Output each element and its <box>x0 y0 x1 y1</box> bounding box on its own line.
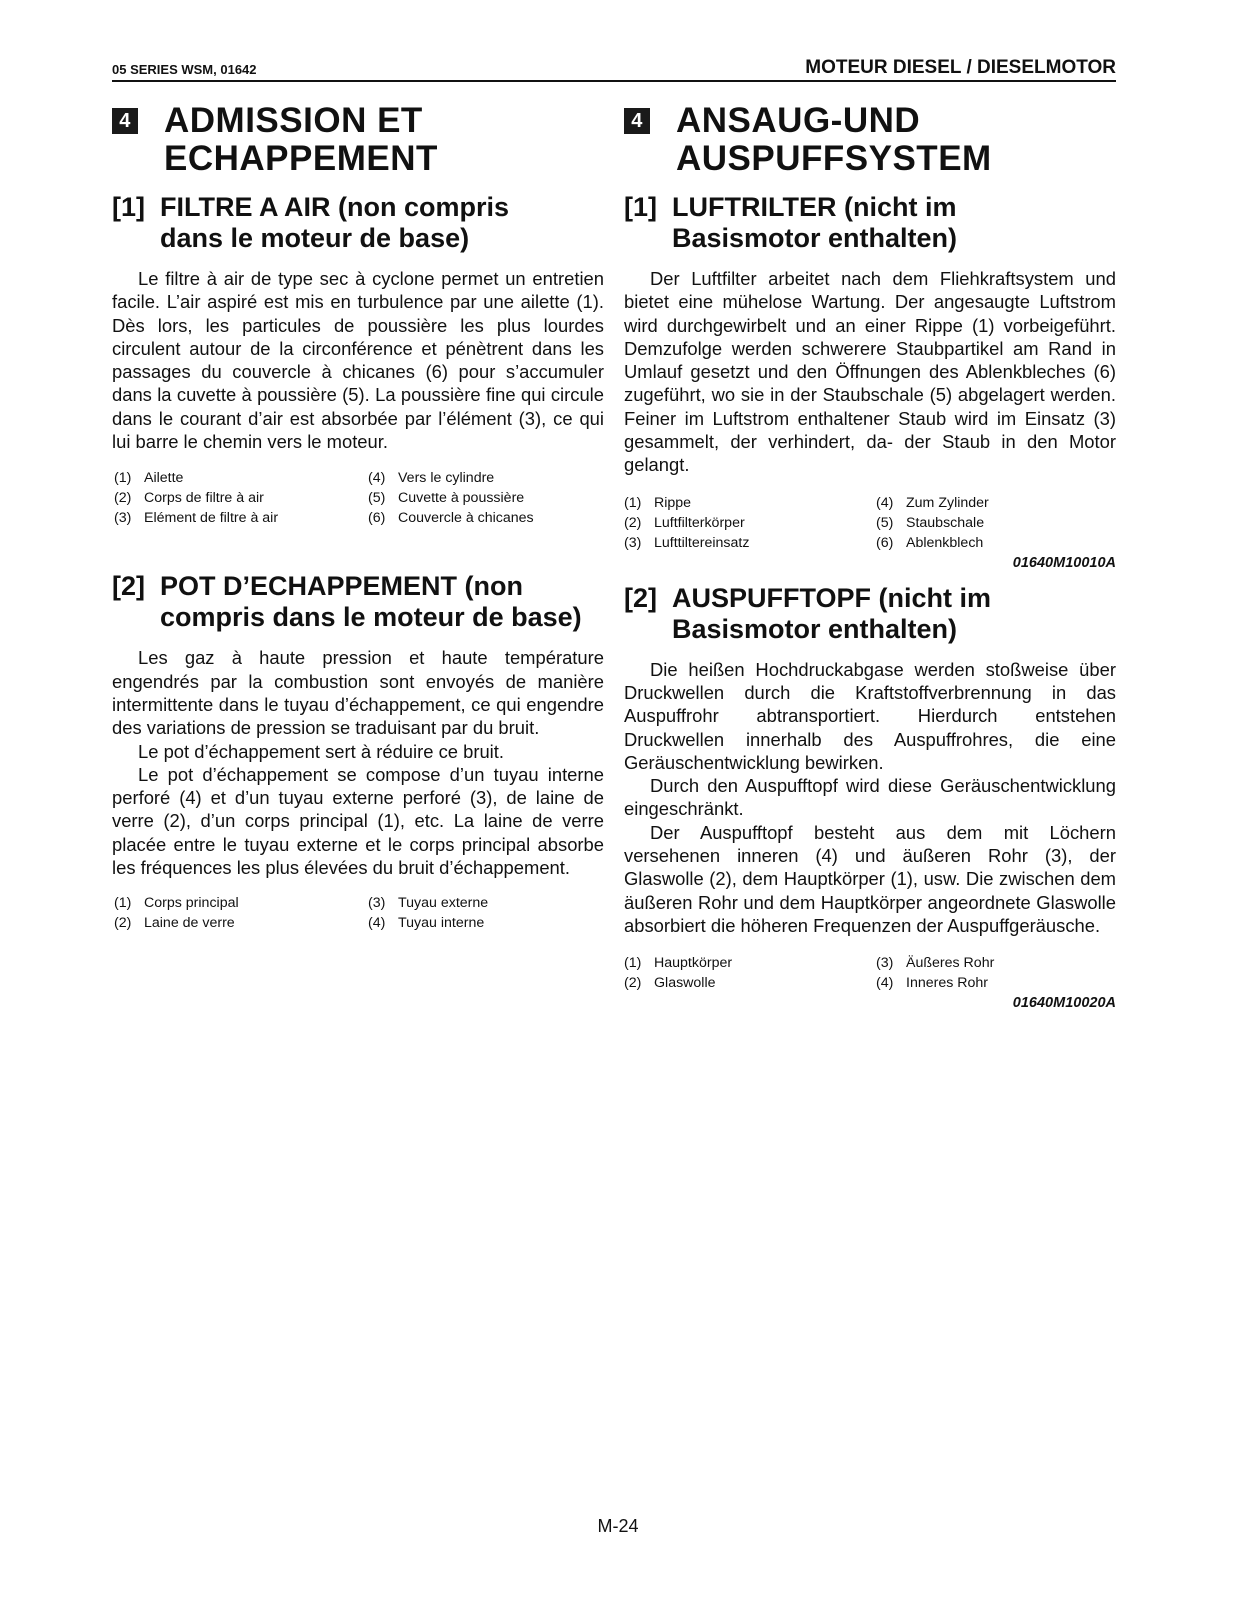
legend-item: (3) Elément de filtre à air <box>114 510 279 527</box>
chapter-title-line: ANSAUG-UND <box>676 101 921 140</box>
legend-item: (6) Couvercle à chicanes <box>368 510 534 527</box>
legend-item: (1) Ailette <box>114 470 184 487</box>
legend-item: (2) Luftfilterkörper <box>624 514 745 531</box>
paragraph: Der Auspufftopf besteht aus dem mit Löchern versehenen inneren (4) und äußeren Rohr (3), der Glaswolle (2), dem Hauptkörper (1), usw. Die zwischen dem äußeren Rohr und dem Hauptkörper angeordnete Glaswolle absorbiert die höheren Frequenzen der Auspuffgeräusche. <box>624 821 1116 936</box>
legend-item: (5) Cuvette à poussière <box>368 490 525 507</box>
section-heading-line: AUSPUFFTOPF (nicht im <box>672 582 992 613</box>
legend-item: (2) Corps de filtre à air <box>114 490 264 507</box>
legend-item: (4) Zum Zylinder <box>876 494 989 511</box>
reference-code: 01640M10020A <box>1012 995 1116 1012</box>
section-number: [1] <box>624 192 657 222</box>
legend-item: (2) Glaswolle <box>624 975 716 992</box>
paragraph: Le pot d’échappement se compose d’un tuyau interne perforé (4) et d’un tuyau externe perforé (3), de laine de verre (2), d’un corps principal (1), etc. La laine de verre placée entre le tuyau externe et le corps principal absorbe les fréquences les plus élevées du bruit d’échappement. <box>112 763 604 879</box>
section-number: [2] <box>112 571 145 602</box>
chapter-title-line: AUSPUFFSYSTEM <box>676 139 992 178</box>
legend-air-filter-fr <box>112 468 604 530</box>
page-header <box>112 56 1116 82</box>
section-heading-air-filter-fr <box>112 192 604 254</box>
legend-item: (5) Staubschale <box>876 514 985 531</box>
chapter-number-badge: 4 <box>624 108 650 134</box>
german-column <box>624 102 1116 1011</box>
chapter-title-line: ADMISSION ET <box>164 101 423 140</box>
paragraph: Durch den Auspufftopf wird diese Geräuschentwicklung eingeschränkt. <box>624 775 1116 820</box>
chapter-title-de <box>624 102 1116 178</box>
section-heading-line: LUFTRILTER (nicht im <box>672 192 957 222</box>
legend-item: (6) Ablenkblech <box>876 534 984 551</box>
section-heading-muffler-de <box>624 583 1116 645</box>
paragraph: Les gaz à haute pression et haute température engendrés par la combustion sont envoyés de manière intermittente dans le tuyau d’échappement, ce qui engendre des variations de pression se traduisant par du bruit. <box>112 647 604 739</box>
page-number: M-24 <box>597 1516 639 1536</box>
running-title: MOTEUR DIESEL / DIESELMOTOR <box>805 57 1116 78</box>
legend-item: (4) Tuyau interne <box>368 915 485 932</box>
legend-item: (1) Hauptkörper <box>624 955 733 972</box>
manual-reference: 05 SERIES WSM, 01642 <box>112 62 257 77</box>
legend-item: (3) Tuyau externe <box>368 895 489 912</box>
legend-item: (3) Äußeres Rohr <box>876 955 995 972</box>
paragraph: Le filtre à air de type sec à cyclone permet un entretien facile. L’air aspiré est mis en turbulence par une ailette (1). Dès lors, les particules de poussière les plus lourdes circulent autour de la circonférence et pénètrent dans les passages du couvercle à chicanes (6) pour s’accumuler dans la cuvette à poussière (5). La poussière fine qui circule dans le courant d’air est absorbée par l’élément (3), ce qui lui barre le chemin vers le moteur. <box>112 268 604 453</box>
section-heading-air-filter-de <box>624 192 1116 254</box>
section-heading-line: Basismotor enthalten) <box>672 613 958 644</box>
legend-muffler-fr <box>112 893 604 935</box>
section-heading-line: dans le moteur de base) <box>160 223 470 253</box>
section-heading-line: POT D’ECHAPPEMENT (non <box>160 571 523 602</box>
paragraph: Der Luftfilter arbeitet nach dem Fliehkraftsystem und bietet eine mühelose Wartung. Der angesaugte Luftstrom wird durchgewirbelt und an einer Rippe (1) vorbeigeführt. Demzufolge werden schwerere Staubpartikel am Rand in Umlauf gesetzt und den Öffnungen des Ablenkbleches (6) zugeführt, wo sie in der Staubschale (5) abgelagert werden. Feiner im Luftstrom enthaltener Staub wird im Einsatz (3) gesammelt, der verhindert, da- der Staub in den Motor gelangt. <box>624 268 1116 476</box>
legend-item: (2) Laine de verre <box>114 915 235 932</box>
paragraph: Die heißen Hochdruckabgase werden stoßweise über Druckwellen durch die Kraftstoffverbrennung in das Auspuffrohr abtransportiert. Hierdurch entstehen Druckwellen innerhalb des Auspuffrohres, die eine Geräuschentwicklung bewirken. <box>624 658 1116 773</box>
section-heading-line: Basismotor enthalten) <box>672 223 958 253</box>
section-number: [2] <box>624 582 657 613</box>
chapter-title-fr <box>112 102 604 178</box>
french-column <box>112 102 604 935</box>
legend-air-filter-de <box>624 493 1116 555</box>
legend-muffler-de <box>624 953 1116 995</box>
legend-item: (4) Vers le cylindre <box>368 470 495 487</box>
paragraph: Le pot d’échappement sert à réduire ce bruit. <box>138 740 504 762</box>
chapter-number-badge: 4 <box>112 108 138 134</box>
reference-code: 01640M10010A <box>1012 554 1116 571</box>
legend-item: (4) Inneres Rohr <box>876 975 989 992</box>
section-number: [1] <box>112 192 145 222</box>
section-heading-line: compris dans le moteur de base) <box>160 602 582 633</box>
chapter-title-line: ECHAPPEMENT <box>164 139 438 178</box>
legend-item: (1) Corps principal <box>114 895 239 912</box>
legend-item: (1) Rippe <box>624 494 692 511</box>
legend-item: (3) Lufttiltereinsatz <box>624 534 750 551</box>
section-heading-muffler-fr <box>112 571 604 633</box>
section-heading-line: FILTRE A AIR (non compris <box>160 192 509 222</box>
